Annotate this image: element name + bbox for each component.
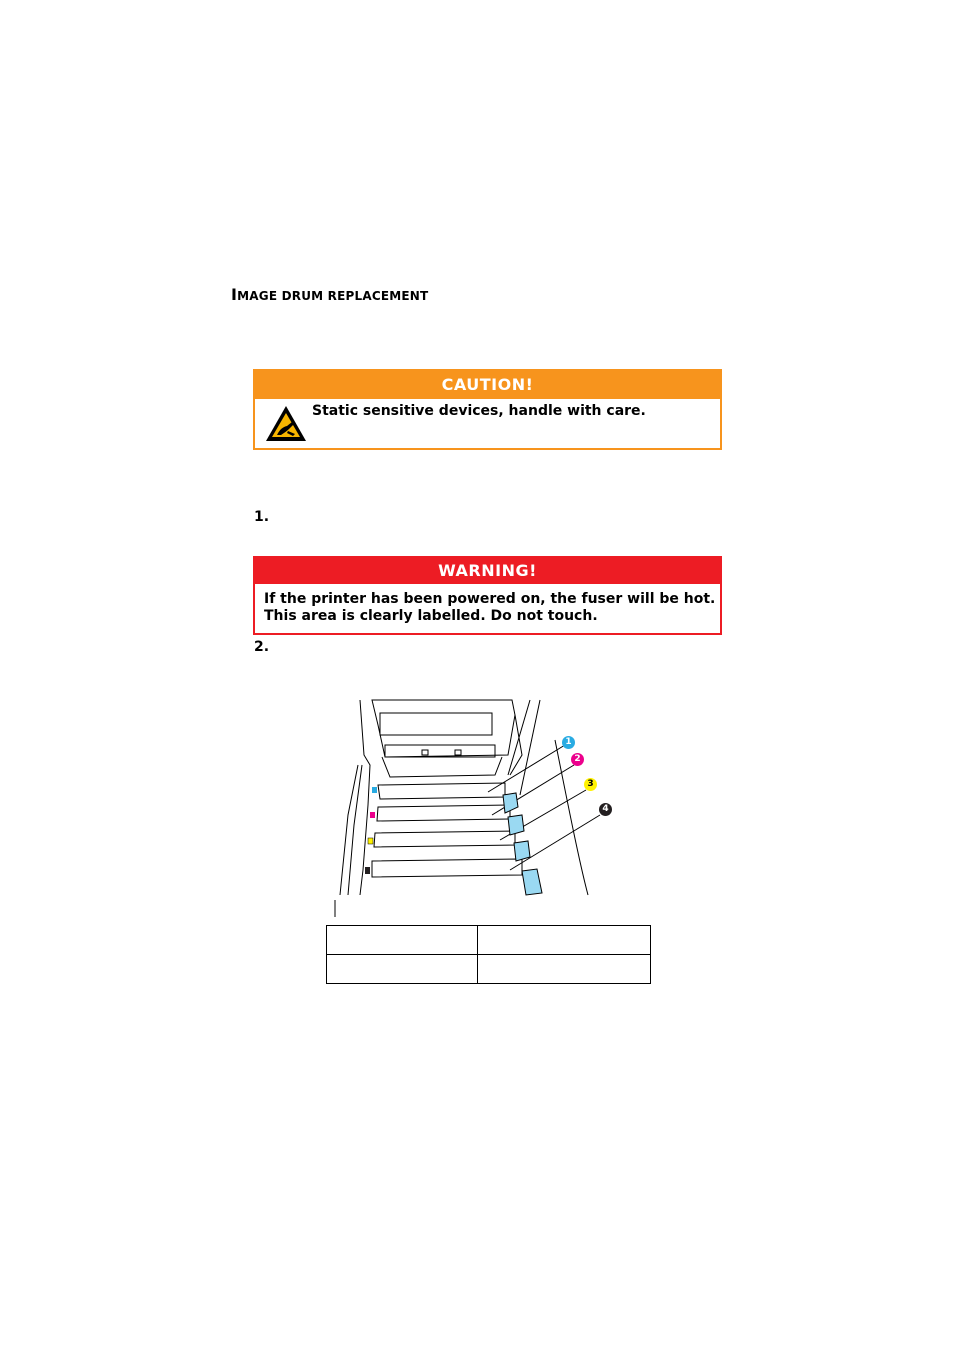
- caution-label: CAUTION!: [255, 371, 720, 399]
- warning-box: [253, 556, 722, 635]
- step-2-number: 2.: [254, 639, 270, 655]
- step-1-number: 1.: [254, 509, 270, 525]
- table-cell: [478, 926, 651, 955]
- table-row: [327, 926, 651, 955]
- table-cell: [478, 955, 651, 984]
- esd-warning-icon: [265, 405, 307, 446]
- caution-box: [253, 369, 722, 450]
- callout-1: 1: [562, 736, 575, 749]
- section-heading: [231, 285, 428, 304]
- warning-text: [264, 591, 715, 625]
- table-cell: [327, 926, 478, 955]
- callout-4: 4: [599, 803, 612, 816]
- reference-table: [326, 925, 651, 984]
- warning-line-1: If the printer has been powered on, the fuser will be hot.: [264, 591, 716, 607]
- table-cell: [327, 955, 478, 984]
- table-row: [327, 955, 651, 984]
- callout-2: 2: [571, 753, 584, 766]
- heading-rest: MAGE DRUM REPLACEMENT: [237, 289, 429, 303]
- printer-illustration: [330, 695, 620, 924]
- warning-label: WARNING!: [255, 558, 720, 584]
- callout-3: 3: [584, 778, 597, 791]
- warning-line-2: This area is clearly labelled. Do not touch.: [264, 608, 598, 624]
- heading-initial: I: [231, 285, 238, 304]
- caution-text: Static sensitive devices, handle with care.: [312, 403, 646, 419]
